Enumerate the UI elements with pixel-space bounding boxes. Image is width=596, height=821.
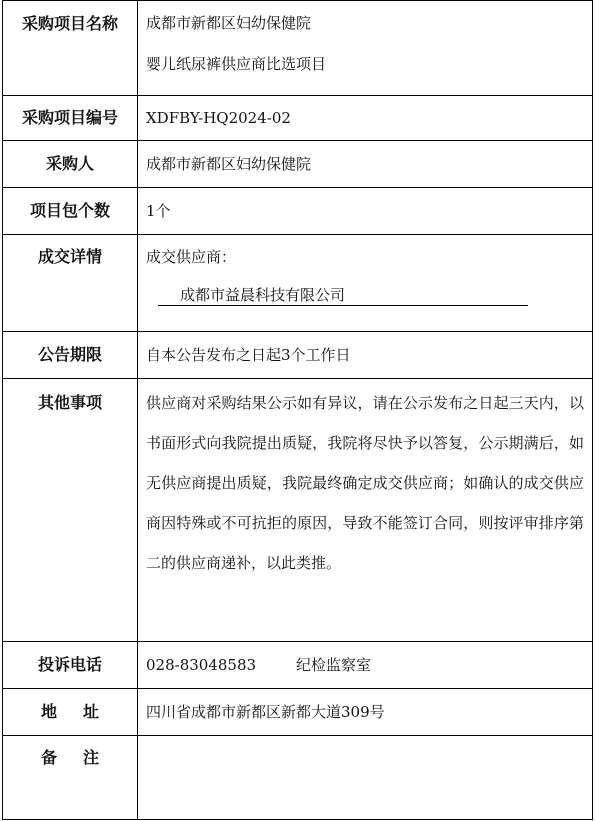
project-number-label-cell [3,96,138,141]
complaint-phone-label-cell [3,642,138,689]
complaint-phone-value-cell [138,642,593,689]
address-label-cell [3,689,138,736]
row-package-count [3,188,593,235]
project-name-label-cell [3,1,138,96]
project-number-label: 采购项目编号 [21,108,118,127]
other-matters-text: 供应商对采购结果公示如有异议，请在公示发布之日起三天内，以书面形式向我院提出质疑，我院将尽快予以答复，公示期满后，如无供应商提出质疑，我院最终确定成交供应商；如确认的成交供应商因特殊或不可抗拒的原因，导致不能签订合同，则按评审排序第二的供应商递补，以此类推。 [146,394,584,572]
other-matters-value-cell [138,379,593,642]
address-value-cell [138,689,593,736]
complaint-phone-number: 028-83048583 [146,656,257,674]
row-notice-period [3,332,593,379]
row-other-matters [3,379,593,642]
deal-supplier-label: 成交供应商： [146,248,237,266]
deal-details-label: 成交详情 [37,247,102,266]
row-project-number [3,96,593,141]
row-remarks [3,736,593,820]
remarks-value-cell [138,736,593,820]
package-count-label: 项目包个数 [29,201,110,220]
row-project-name [3,1,593,96]
project-name-line2: 婴儿纸尿裤供应商比选项目 [146,55,327,73]
remarks-label-cell [3,736,138,820]
purchaser-value-cell [138,141,593,188]
complaint-phone-label: 投诉电话 [37,655,102,674]
row-address [3,689,593,736]
project-number-value-cell [138,96,593,141]
purchaser-label-cell [3,141,138,188]
address-value: 四川省成都市新都区新都大道309号 [146,703,385,721]
notice-period-value: 自本公告发布之日起3个工作日 [146,346,351,364]
project-name-line1: 成都市新都区妇幼保健院 [146,14,312,32]
row-purchaser [3,141,593,188]
package-count-label-cell [3,188,138,235]
deal-supplier-name: 成都市益晨科技有限公司 [158,285,528,306]
project-name-value-cell [138,1,593,96]
other-matters-label: 其他事项 [37,393,102,412]
address-label: 地址 [40,702,125,721]
complaint-phone-line [146,655,584,675]
purchaser-value: 成都市新都区妇幼保健院 [146,155,312,173]
package-count-value-cell [138,188,593,235]
other-matters-label-cell [3,379,138,642]
purchaser-label: 采购人 [45,154,94,173]
row-deal-details [3,235,593,332]
package-count-value: 1个 [146,202,171,220]
deal-details-value-cell [138,235,593,332]
project-name-label: 采购项目名称 [21,14,118,33]
project-number-value: XDFBY-HQ2024-02 [146,109,291,127]
notice-period-label-cell [3,332,138,379]
procurement-result-table [2,0,593,820]
notice-period-label: 公告期限 [37,345,102,364]
row-complaint-phone [3,642,593,689]
deal-details-label-cell [3,235,138,332]
notice-period-value-cell [138,332,593,379]
remarks-label: 备注 [40,748,125,767]
complaint-phone-dept: 纪检监察室 [296,656,372,674]
